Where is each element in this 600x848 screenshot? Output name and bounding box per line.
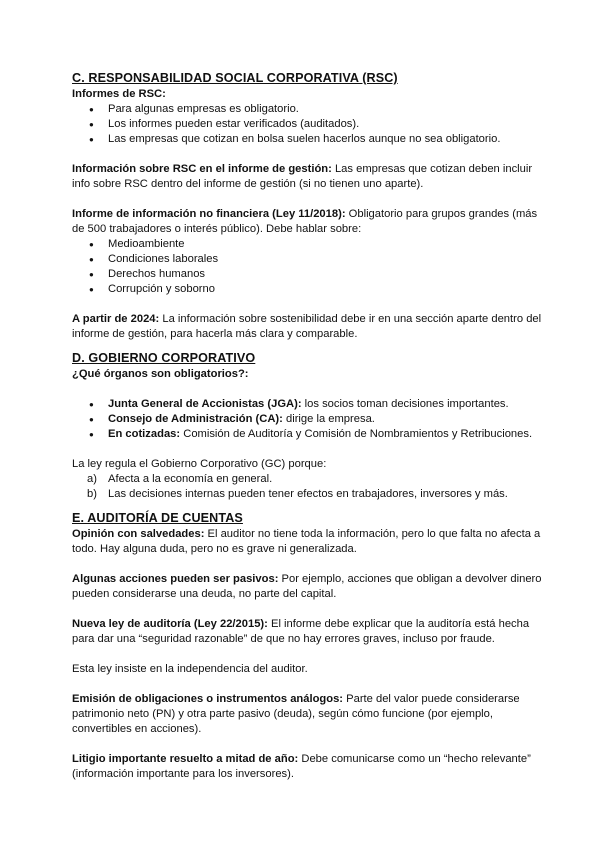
ley-auditoria-paragraph [72, 617, 542, 647]
list-item: ● Derechos humanos [72, 267, 542, 282]
section-heading-auditoria: E. AUDITORÍA DE CUENTAS [72, 511, 243, 525]
independencia-paragraph: Esta ley insiste en la independencia del auditor. [72, 663, 308, 675]
organos-question: ¿Qué órganos son obligatorios?: [72, 368, 249, 380]
list-item [72, 412, 542, 427]
salvedades-paragraph [72, 527, 542, 557]
informes-rsc-title: Informes de RSC: [72, 88, 166, 100]
list-item: ● Condiciones laborales [72, 252, 542, 267]
pasivos-text: Por ejemplo, acciones que obligan a devolver dinero pueden considerarse una deuda, no parte del capital. [72, 573, 542, 600]
list-item: ● Corrupción y soborno [72, 282, 542, 297]
litigio-text: Debe comunicarse como un “hecho relevante” (información importante para los inversores). [72, 753, 531, 780]
info-rsc-paragraph [72, 162, 542, 192]
emision-text: Parte del valor puede considerarse patrimonio neto (PN) y otra parte pasivo (deuda), según cómo funcione (por ejemplo, convertibles en acciones). [72, 693, 520, 735]
list-item: ● Para algunas empresas es obligatorio. [72, 102, 542, 117]
a-partir-2024-text: La información sobre sostenibilidad debe ir en una sección aparte dentro del informe de gestión, para hacerla más clara y comparable. [72, 313, 542, 340]
document-page [72, 70, 542, 782]
list-item [72, 487, 542, 502]
emision-paragraph [72, 692, 542, 737]
litigio-paragraph [72, 752, 542, 782]
organ-label: Consejo de Administración (CA): [108, 413, 283, 425]
pasivos-paragraph [72, 572, 542, 602]
list-marker: a) [87, 473, 97, 485]
list-item [72, 397, 542, 412]
no-financiera-text: Obligatorio para grupos grandes (más de 500 trabajadores o interés público). Debe hablar sobre: [72, 208, 538, 235]
ley-auditoria-label: Nueva ley de auditoría (Ley 22/2015): [72, 618, 268, 630]
list-item: ● Las empresas que cotizan en bolsa suelen hacerlos aunque no sea obligatorio. [72, 132, 542, 147]
info-rsc-label: Información sobre RSC en el informe de gestión: [72, 163, 332, 175]
no-financiera-list [72, 237, 542, 297]
ley-regula-intro: La ley regula el Gobierno Corporativo (GC) porque: [72, 458, 327, 470]
no-financiera-paragraph [72, 207, 542, 237]
section-heading-rsc: C. RESPONSABILIDAD SOCIAL CORPORATIVA (RSC) [72, 71, 398, 85]
section-heading-gc: D. GOBIERNO CORPORATIVO [72, 351, 256, 365]
organ-text: los socios toman decisiones importantes. [301, 398, 509, 410]
list-item [72, 427, 542, 442]
reason-text: Afecta a la economía en general. [108, 473, 273, 485]
no-financiera-label: Informe de información no financiera (Ley 11/2018): [72, 208, 346, 220]
list-item: ● Medioambiente [72, 237, 542, 252]
salvedades-text: El auditor no tiene toda la información, pero lo que falta no afecta a todo. Hay alguna duda, pero no es grave ni generalizada. [72, 528, 541, 555]
ley-auditoria-text: El informe debe explicar que la auditoría está hecha para dar una “seguridad razonable” de que no hay errores graves, incluso por fraude. [72, 618, 530, 645]
organ-label: En cotizadas: [108, 428, 181, 440]
organos-list [72, 397, 542, 442]
info-rsc-text: Las empresas que cotizan deben incluir info sobre RSC dentro del informe de gestión (si no tienen uno aparte). [72, 163, 533, 190]
pasivos-label: Algunas acciones pueden ser pasivos: [72, 573, 279, 585]
informes-rsc-list [72, 102, 542, 147]
organ-text: Comisión de Auditoría y Comisión de Nombramientos y Retribuciones. [180, 428, 533, 440]
list-marker: b) [87, 488, 97, 500]
organ-text: dirige la empresa. [282, 413, 375, 425]
salvedades-label: Opinión con salvedades: [72, 528, 205, 540]
reasons-list [72, 472, 542, 502]
list-item [72, 472, 542, 487]
list-item: ● Los informes pueden estar verificados (auditados). [72, 117, 542, 132]
a-partir-2024-label: A partir de 2024: [72, 313, 160, 325]
litigio-label: Litigio importante resuelto a mitad de año: [72, 753, 299, 765]
organ-label: Junta General de Accionistas (JGA): [108, 398, 302, 410]
a-partir-2024-paragraph [72, 312, 542, 342]
reason-text: Las decisiones internas pueden tener efectos en trabajadores, inversores y más. [108, 488, 508, 500]
emision-label: Emisión de obligaciones o instrumentos análogos: [72, 693, 344, 705]
